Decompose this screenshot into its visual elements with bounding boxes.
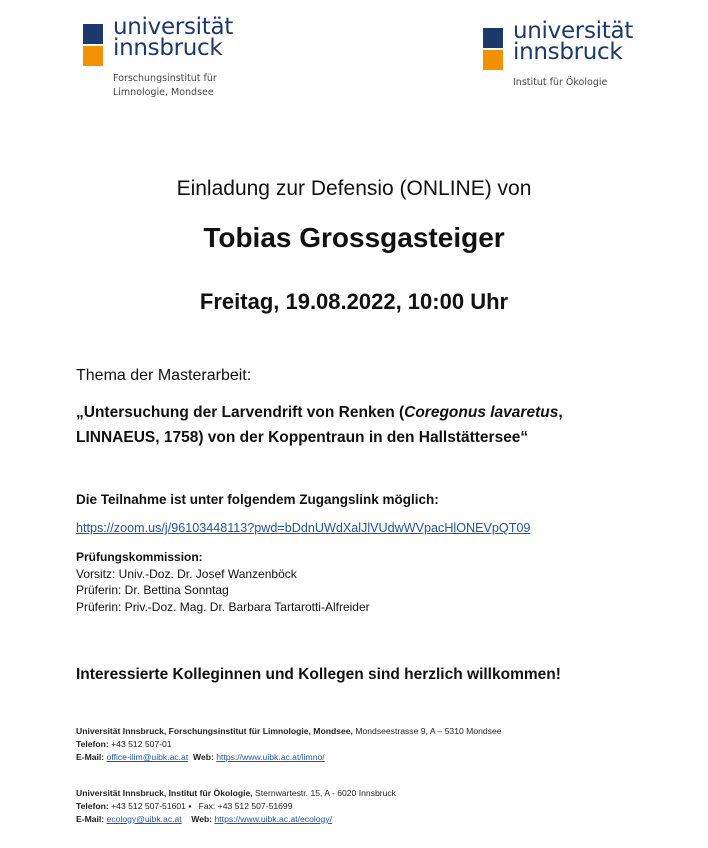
logo-blue-square (483, 28, 503, 48)
footer-limnologie: Universität Innsbruck, Forschungsinstitut für Limnologie, Mondsee, Mondseestrasse 9, A – 5310 Mondsee Telefon: +43 512 507-01 E-Mail: office-ilim@uibk.ac.at Web: https://www.uibk.ac.at/limno/ (76, 726, 502, 762)
committee-member: Prüferin: Priv.-Doz. Mag. Dr. Barbara Tartarotti-Alfreider (76, 599, 370, 614)
access-text: Die Teilnahme ist unter folgendem Zugangslink möglich: (76, 492, 439, 507)
logo-wordmark: universität innsbruck (513, 18, 633, 65)
web-link[interactable]: https://www.uibk.ac.at/limno/ (216, 752, 325, 762)
candidate-name: Tobias Grossgasteiger (203, 222, 505, 253)
web-link[interactable]: https://www.uibk.ac.at/ecology/ (214, 814, 333, 824)
logo-orange-square (483, 50, 503, 70)
committee (76, 549, 370, 615)
defense-date: Freitag, 19.08.2022, 10:00 Uhr (199, 289, 509, 314)
logo-subtitle: Forschungsinstitut für Limnologie, Mondsee (113, 73, 217, 98)
welcome-text: Interessierte Kolleginnen und Kollegen sind herzlich willkommen! (76, 666, 561, 683)
committee-member: Vorsitz: Univ.-Doz. Dr. Josef Wanzenböck (76, 566, 297, 581)
committee-heading: Prüfungskommission: (76, 550, 203, 564)
thesis-label: Thema der Masterarbeit: (76, 367, 252, 384)
email-link[interactable]: ecology@uibk.ac.at (106, 814, 182, 824)
logo-orange-square (83, 46, 103, 66)
thesis-title: „Untersuchung der Larvendrift von Renken (Coregonus lavaretus, LINNAEUS, 1758) von der Koppentraun in den Hallstättersee“ (76, 404, 563, 446)
logo-blue-square (83, 24, 103, 44)
zoom-link[interactable]: https://zoom.us/j/96103448113?pwd=bDdnUWdXalJlVUdwWVpacHlONEVpQT09 (76, 521, 531, 535)
committee-member: Prüferin: Dr. Bettina Sonntag (76, 583, 229, 597)
logo-wordmark: universität innsbruck (113, 14, 233, 61)
footer-oekologie: Universität Innsbruck, Institut für Ökologie, Sternwartestr. 15, A - 6020 Innsbruck Telefon: +43 512 507-51601 ▪ Fax: +43 512 507-51699 E-Mail: ecology@uibk.ac.at Web: https://www.uibk.ac.at/ecology/ (76, 788, 396, 824)
email-link[interactable]: office-ilim@uibk.ac.at (106, 752, 189, 762)
logo-subtitle: Institut für Ökologie (513, 77, 608, 88)
invitation-heading: Einladung zur Defensio (ONLINE) von (176, 177, 532, 200)
